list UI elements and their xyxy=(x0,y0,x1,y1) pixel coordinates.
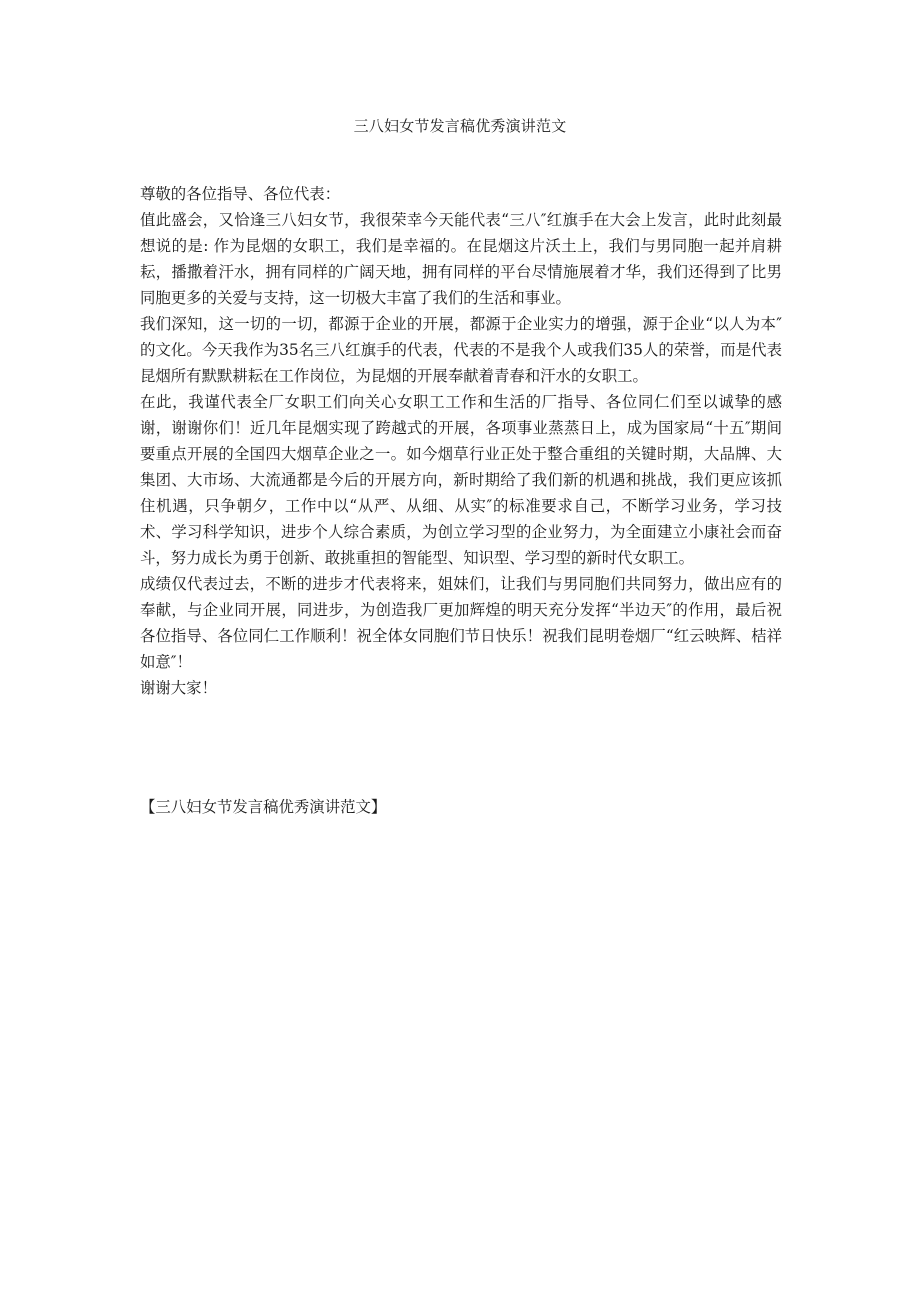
body-paragraph: 我们深知，这一切的一切，都源于企业的开展，都源于企业实力的增强，源于企业“以人为本″的文化。今天我作为35名三八红旗手的代表，代表的不是我个人或我们35人的荣誉，而是代表昆烟所有默默耕耘在工作岗位，为昆烟的开展奉献着青春和汗水的女职工。 xyxy=(140,315,782,385)
salutation-paragraph: 尊敬的各位指导、各位代表： xyxy=(140,185,341,203)
body-paragraph: 在此，我谨代表全厂女职工们向关心女职工工作和生活的厂指导、各位同仁们至以诚挚的感谢，谢谢你们！近几年昆烟实现了跨越式的开展，各项事业蒸蒸日上，成为国家局“十五″期间要重点开展的全国四大烟草企业之一。如今烟草行业正处于整合重组的关键时期，大品牌、大集团、大市场、大流通都是今后的开展方向，新时期给了我们新的机遇和挑战，我们更应该抓住机遇，只争朝夕，工作中以“从严、从细、从实″的标准要求自己，不断学习业务，学习技术、学习科学知识，进步个人综合素质，为创立学习型的企业努力，为全面建立小康社会而奋斗，努力成长为勇于创新、敢挑重担的智能型、知识型、学习型的新时代女职工。 xyxy=(140,393,782,567)
body-paragraph: 成绩仅代表过去，不断的进步才代表将来，姐妹们，让我们与男同胞们共同努力，做出应有的奉献，与企业同开展，同进步，为创造我厂更加辉煌的明天充分发挥“半边天″的作用，最后祝各位指导、各位同仁工作顺利！祝全体女同胞们节日快乐！祝我们昆明卷烟厂“红云映辉、桔祥如意″！ xyxy=(140,575,782,671)
document-title: 三八妇女节发言稿优秀演讲范文 xyxy=(353,117,567,135)
body-paragraph: 值此盛会，又恰逢三八妇女节，我很荣幸今天能代表“三八″红旗手在大会上发言，此时此刻最想说的是: 作为昆烟的女职工，我们是幸福的。在昆烟这片沃土上，我们与男同胞一起并肩耕耘，播撒着汗水，拥有同样的广阔天地，拥有同样的平台尽情施展着才华，我们还得到了比男同胞更多的关爱与支持，这一切极大丰富了我们的生活和事业。 xyxy=(140,211,782,307)
document-body xyxy=(140,181,782,701)
closing-paragraph: 谢谢大家！ xyxy=(140,679,217,697)
document-footer: 【三八妇女节发言稿优秀演讲范文】 xyxy=(140,798,387,816)
